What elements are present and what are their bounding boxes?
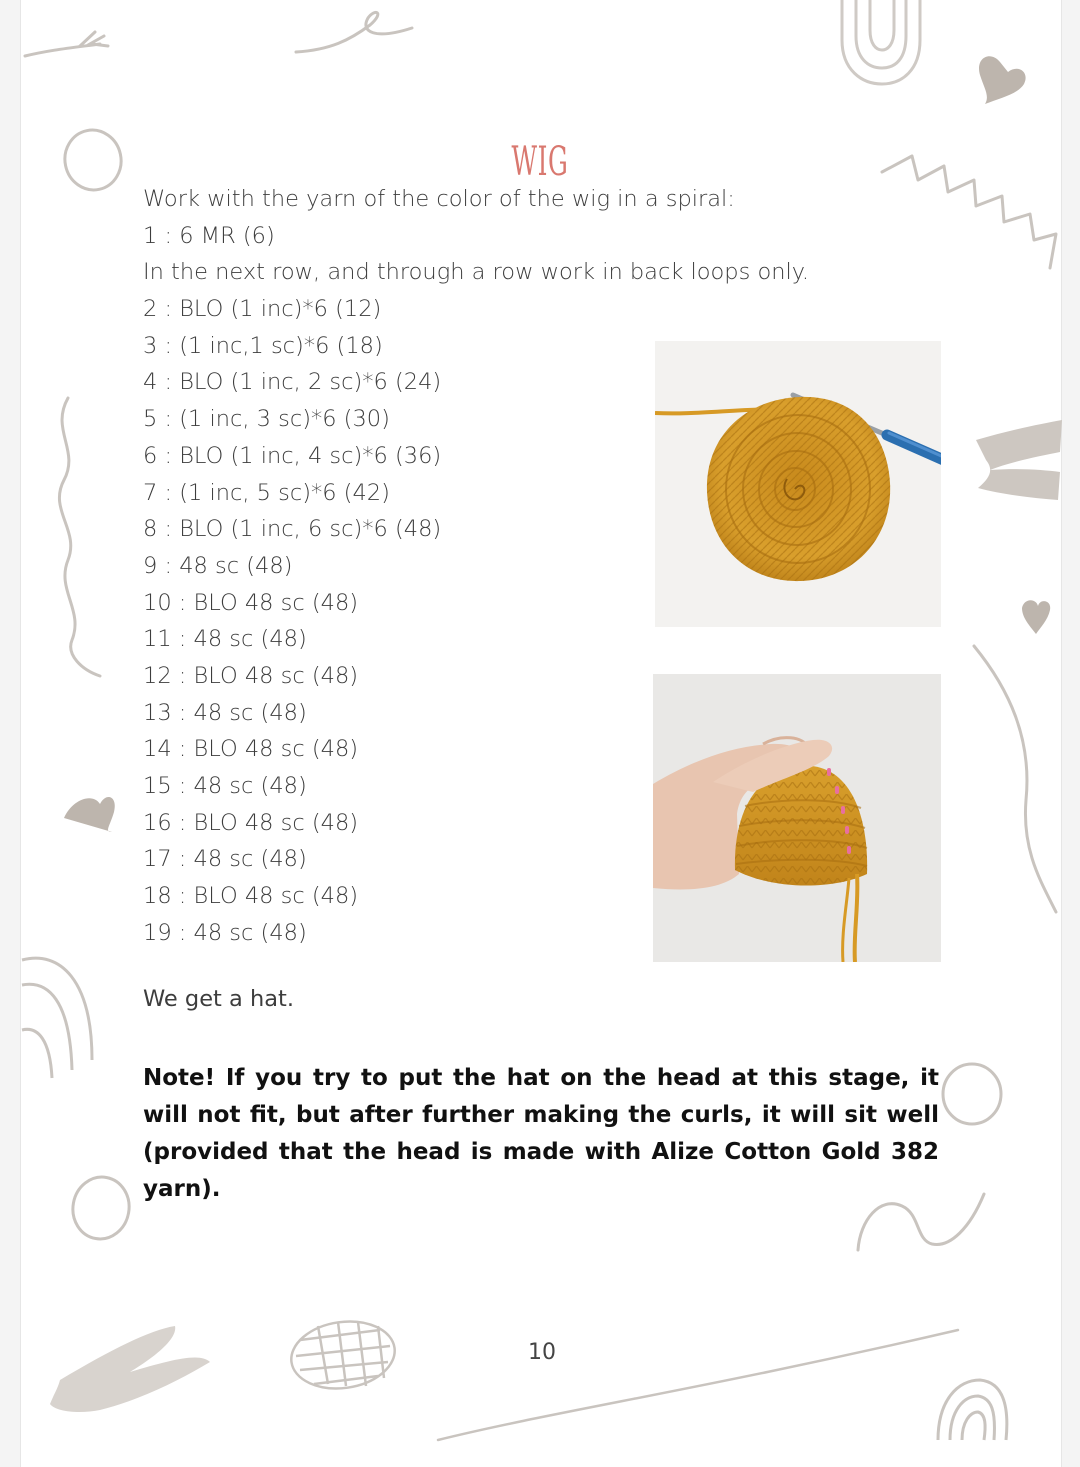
row-instruction: 17 : 48 sc (48) bbox=[143, 846, 307, 873]
row-instruction: 15 : 48 sc (48) bbox=[143, 773, 307, 799]
row-instruction: 6 : BLO (1 inc, 4 sc)*6 (36) bbox=[143, 442, 442, 469]
crochet-circle-photo bbox=[655, 341, 941, 627]
crochet-hat-photo bbox=[653, 674, 941, 962]
row-instruction: 11 : 48 sc (48) bbox=[143, 626, 307, 653]
row-instruction: 19 : 48 sc (48) bbox=[143, 919, 307, 946]
row-instruction: 3 : (1 inc,1 sc)*6 (18) bbox=[143, 332, 383, 359]
row-instruction: 16 : BLO 48 sc (48) bbox=[143, 809, 359, 836]
row-instruction: 9 : 48 sc (48) bbox=[143, 552, 293, 579]
row-instruction: 5 : (1 inc, 3 sc)*6 (30) bbox=[143, 406, 390, 433]
row-instruction: 14 : BLO 48 sc (48) bbox=[143, 736, 359, 763]
fit-note: Note! If you try to put the hat on the head at this stage, it will not fit, but after further making the curls, it will sit well (provided that the head is made with Alize Cotton Gold 382 yarn). bbox=[143, 1065, 939, 1202]
row-instruction: 7 : (1 inc, 5 sc)*6 (42) bbox=[143, 479, 390, 506]
result-line: We get a hat. bbox=[143, 986, 294, 1012]
row-instruction: 1 : 6 MR (6) bbox=[143, 222, 275, 249]
row-instruction: 2 : BLO (1 inc)*6 (12) bbox=[143, 296, 382, 323]
intro-line: Work with the yarn of the color of the wig in a spiral: bbox=[143, 186, 735, 212]
page-number: 10 bbox=[528, 1340, 556, 1365]
row-instruction: 4 : BLO (1 inc, 2 sc)*6 (24) bbox=[143, 369, 442, 396]
loops-note: In the next row, and through a row work in back loops only. bbox=[143, 259, 809, 286]
section-title: WIG bbox=[511, 138, 569, 185]
row-instruction: 13 : 48 sc (48) bbox=[143, 699, 307, 726]
row-instruction: 10 : BLO 48 sc (48) bbox=[143, 589, 359, 616]
row-instruction: 12 : BLO 48 sc (48) bbox=[143, 662, 359, 689]
row-instruction: 8 : BLO (1 inc, 6 sc)*6 (48) bbox=[143, 516, 442, 543]
row-instruction: 18 : BLO 48 sc (48) bbox=[143, 883, 359, 910]
